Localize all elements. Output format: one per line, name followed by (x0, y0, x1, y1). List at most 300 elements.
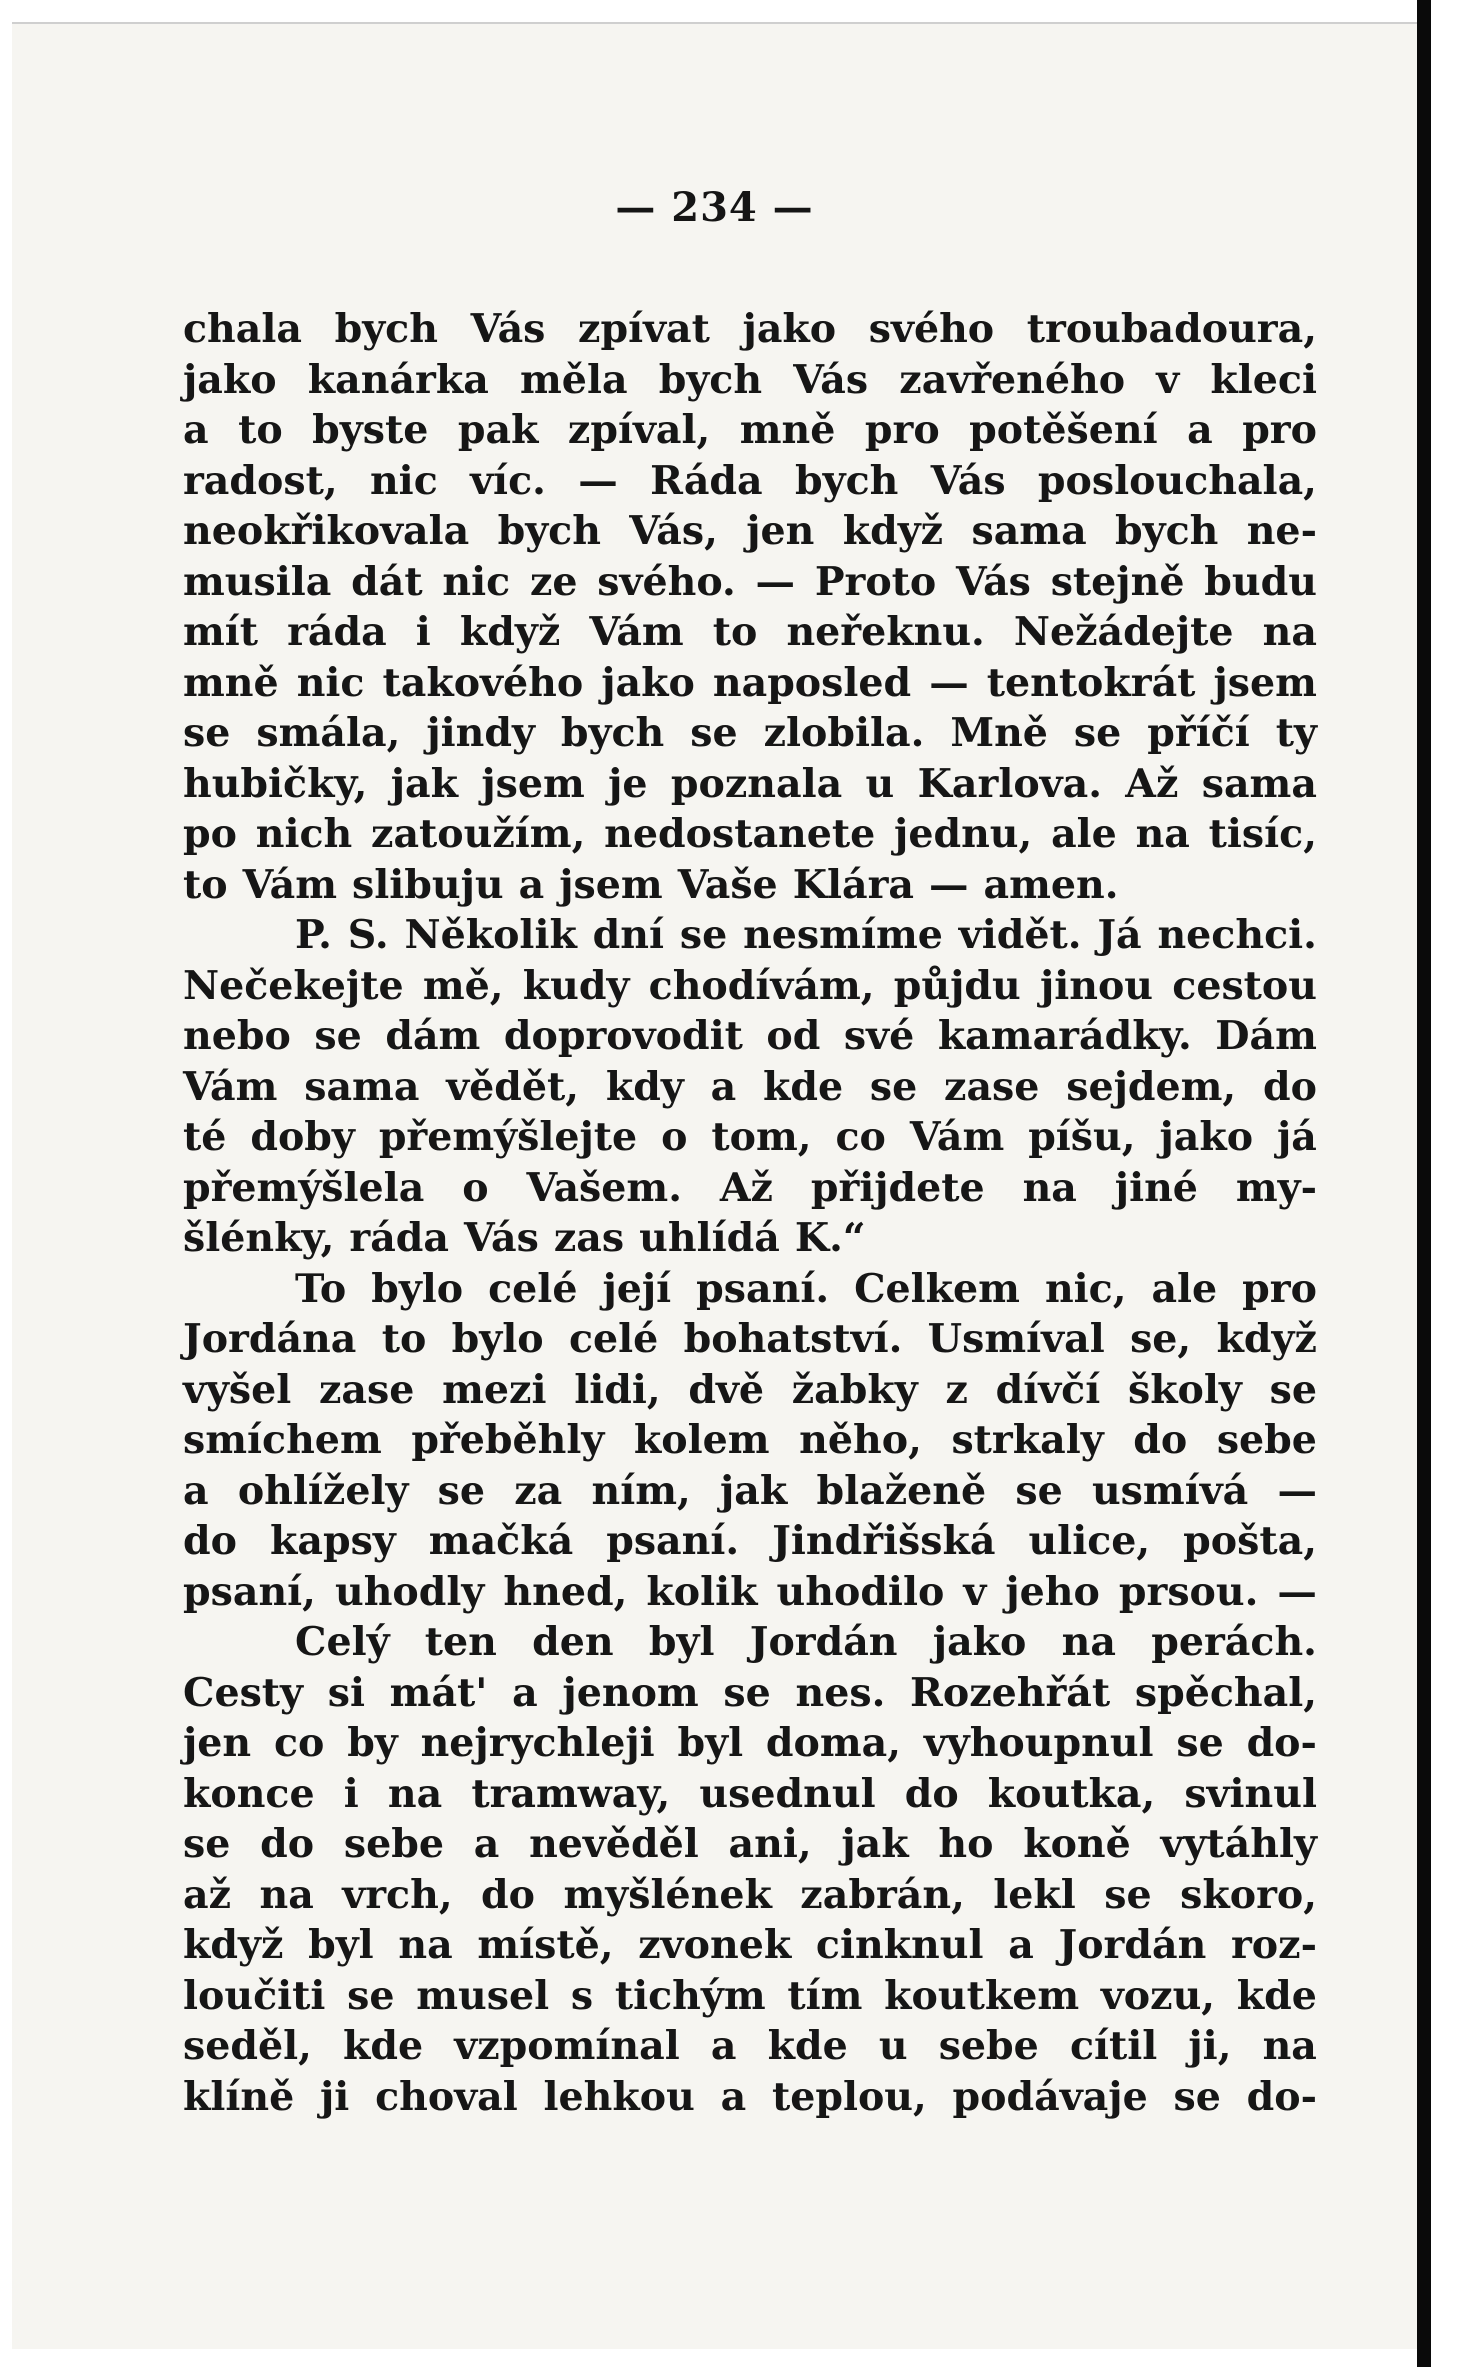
word: od (766, 1013, 821, 1059)
word: dám (385, 1013, 481, 1059)
word: jen (746, 508, 815, 554)
text-line (183, 1870, 1317, 1921)
word: i (415, 609, 431, 655)
word: půjdu (893, 962, 1021, 1009)
text-line (183, 355, 1317, 406)
word: Vás (793, 356, 869, 403)
text-line (183, 1415, 1317, 1466)
word: u (865, 760, 895, 807)
word: perách. (1151, 1619, 1317, 1665)
word: své (843, 1013, 915, 1059)
word: Vás (956, 558, 1031, 605)
word: byste (312, 407, 429, 453)
word: svého. (597, 558, 736, 605)
word: se (1176, 1720, 1224, 1766)
text-line (183, 1769, 1317, 1820)
word: a (710, 1063, 737, 1110)
word: seděl, (183, 2023, 312, 2069)
word: blaženě (816, 1467, 987, 1514)
word: Cesty (183, 1669, 304, 1716)
word: cinknul (815, 1922, 984, 1968)
word: takového (382, 659, 584, 706)
word: se (679, 912, 728, 958)
word: svého (868, 306, 995, 352)
word: a (183, 1467, 209, 1514)
word: zas (553, 1215, 625, 1261)
word: stejně (1050, 558, 1185, 605)
word: se (183, 1821, 231, 1867)
word: teplou, (771, 2073, 927, 2120)
word: bylo (451, 1316, 544, 1362)
word: školy (1127, 1366, 1242, 1413)
text-line (183, 759, 1317, 810)
text-line (183, 2021, 1317, 2072)
word: ho (938, 1821, 994, 1867)
word: Několik (404, 912, 577, 958)
word: celé (568, 1316, 659, 1362)
word: byl (308, 1922, 374, 1968)
word: kde (343, 2023, 424, 2069)
word: její (602, 1265, 672, 1312)
word: bych (560, 710, 665, 756)
word: na (387, 1770, 443, 1817)
word: ji (320, 2073, 350, 2120)
word: když (183, 1922, 284, 1968)
word: nebo (183, 1013, 291, 1059)
word: sama (1201, 760, 1317, 807)
word: byl (648, 1619, 715, 1665)
word: usmívá (1091, 1467, 1249, 1514)
word: mně (183, 659, 279, 706)
word: Jindřišská (772, 1518, 996, 1564)
word: kdy (605, 1063, 684, 1110)
word: na (1135, 811, 1190, 857)
word: Vám (589, 609, 684, 655)
word: uhlídá (639, 1215, 780, 1261)
word: té (183, 1114, 227, 1160)
word: Vašem. (526, 1164, 682, 1211)
word: v (1156, 356, 1180, 403)
word: když (459, 609, 561, 655)
word: jinou (1039, 962, 1154, 1009)
word: Nečekejte (183, 962, 404, 1009)
word: kolem (633, 1417, 770, 1463)
word: jak (390, 760, 458, 807)
word: se (437, 1467, 486, 1514)
word: koutkem (884, 1972, 1080, 2019)
word: prsou. (1118, 1568, 1259, 1615)
word: přijdete (810, 1164, 985, 1211)
word: Vaše (677, 861, 778, 908)
word: sebe (938, 2023, 1039, 2069)
word: dívčí (995, 1366, 1101, 1413)
word: nic, (1044, 1265, 1127, 1312)
word: Vás (930, 457, 1006, 504)
word: se (1015, 1467, 1063, 1514)
word: psaní. (696, 1265, 830, 1312)
word: K.“ (794, 1215, 866, 1261)
word: Celý (295, 1619, 390, 1665)
text-line (183, 557, 1317, 608)
word: vědět, (446, 1063, 580, 1110)
word: píšu, (1028, 1114, 1136, 1160)
text-line (183, 1163, 1317, 1214)
word: ráda (349, 1215, 450, 1261)
word: se (1173, 2073, 1221, 2120)
word: ze (529, 558, 578, 605)
word: budu (1204, 558, 1317, 605)
text-line (183, 1264, 1317, 1315)
word: dát (351, 558, 423, 605)
text-line (183, 1668, 1317, 1719)
word: neřeknu. (786, 609, 985, 655)
text-line (183, 405, 1317, 456)
word: a (1008, 1922, 1034, 1968)
word: Ráda (650, 457, 763, 504)
word: hned, (503, 1568, 628, 1615)
word: o (462, 1164, 489, 1211)
word: a (473, 1821, 500, 1867)
body-text (183, 304, 1317, 2122)
word: já (1277, 1114, 1317, 1160)
word: klíně (183, 2073, 295, 2120)
word: se, (1130, 1316, 1192, 1362)
word: zlobila. (763, 710, 925, 756)
word: nesmíme (743, 912, 943, 958)
word: se (347, 1972, 395, 2019)
text-line (183, 1567, 1317, 1618)
word: ji, (1188, 2023, 1232, 2069)
word: musila (183, 558, 332, 605)
word: na (1262, 609, 1317, 655)
word: nes. (795, 1669, 886, 1716)
word: my- (1235, 1164, 1317, 1211)
word: Vás (470, 306, 546, 352)
word: se (1073, 710, 1122, 756)
text-line (183, 1011, 1317, 1062)
text-line (183, 1718, 1317, 1769)
word: to (381, 1316, 427, 1362)
word: ty (1275, 710, 1317, 756)
word: neokřikovala (183, 508, 470, 554)
word: se (183, 710, 231, 756)
word: sebe (1216, 1417, 1317, 1463)
word: nich (255, 811, 353, 857)
word: bych (1115, 508, 1219, 554)
word: i (343, 1770, 359, 1817)
word: musel (416, 1972, 550, 2019)
word: dvě (688, 1366, 765, 1413)
word: cítil (1069, 2023, 1158, 2069)
word: jako (601, 659, 695, 706)
word: šlénky, (183, 1215, 335, 1261)
word: Až (1125, 760, 1179, 807)
word: mačká (428, 1518, 574, 1564)
page-number: — 234 — (615, 184, 814, 231)
word: Jordán (749, 1619, 898, 1665)
word: smíchem (183, 1417, 382, 1463)
word: to (712, 609, 758, 655)
text-line (183, 506, 1317, 557)
word: měla (520, 356, 628, 403)
word: místě, (477, 1922, 614, 1968)
word: myšlének (563, 1871, 772, 1918)
word: dní (592, 912, 665, 958)
word: skoro, (1180, 1871, 1317, 1918)
text-line (183, 809, 1317, 860)
word: a (512, 1669, 538, 1716)
word: jen (183, 1720, 252, 1766)
word: jako (1159, 1114, 1254, 1160)
word: konce (183, 1770, 315, 1817)
text-line (183, 1920, 1317, 1971)
text-line (183, 860, 1317, 911)
book-spine-edge (1417, 0, 1431, 2367)
word: kde (762, 1063, 844, 1110)
word: a (183, 407, 209, 453)
word: bych (795, 457, 899, 504)
word: vytáhly (1160, 1821, 1317, 1867)
word: kolik (646, 1568, 758, 1615)
word: nejrychleji (420, 1720, 655, 1766)
text-line (183, 1062, 1317, 1113)
word: zpíval, (567, 407, 711, 453)
text-line (183, 456, 1317, 507)
word: bych (497, 508, 601, 554)
word: mít (183, 609, 259, 655)
word: kapsy (269, 1518, 396, 1564)
word: vidět. (958, 912, 1082, 958)
word: radost, (183, 457, 338, 504)
word: a (720, 2073, 747, 2120)
word: přemýšlejte (378, 1114, 638, 1160)
word: se (314, 1013, 362, 1059)
word: choval (375, 2073, 518, 2120)
word: psaní, (183, 1568, 316, 1615)
word: naposled (712, 659, 912, 706)
word: Usmíval (927, 1316, 1105, 1362)
word: — (929, 659, 969, 706)
word: když (842, 508, 944, 554)
word: se (1104, 1871, 1152, 1918)
word: nevěděl (529, 1821, 699, 1867)
word: ale (1051, 811, 1117, 857)
word: usednul (699, 1770, 876, 1817)
word: pro (1242, 1265, 1317, 1312)
word: Celkem (854, 1265, 1020, 1312)
word: podávaje (952, 2073, 1148, 2120)
word: doby (250, 1114, 355, 1160)
text-line (183, 1516, 1317, 1567)
word: Až (719, 1164, 773, 1211)
word: vozu, (1100, 1972, 1216, 2019)
word: chala (183, 306, 302, 352)
word: ráda (287, 609, 387, 655)
word: by (347, 1720, 398, 1766)
word: P. (295, 912, 332, 958)
word: vrch, (342, 1871, 453, 1918)
word: sebe (343, 1821, 444, 1867)
word: ani, (728, 1821, 812, 1867)
word: troubadoura, (1026, 306, 1317, 352)
word: to (238, 407, 283, 453)
word: chodívám, (648, 962, 875, 1009)
text-line (183, 1213, 1317, 1264)
word: jsem (481, 760, 585, 807)
word: za (514, 1467, 563, 1514)
word: tentokrát (986, 659, 1196, 706)
word: potěšení (969, 407, 1158, 453)
word: ulice, (1028, 1518, 1151, 1564)
word: roz- (1231, 1922, 1317, 1968)
word: To (295, 1265, 347, 1312)
word: nic (442, 558, 511, 605)
word: ohlížely (237, 1467, 409, 1514)
word: — (929, 861, 969, 908)
word: ne- (1246, 508, 1317, 554)
word: loučiti (183, 1972, 326, 2019)
word: hubičky, (183, 760, 368, 807)
word: se (1269, 1366, 1317, 1413)
word: tramway, (471, 1770, 671, 1817)
word: o (661, 1114, 688, 1160)
word: Karlova. (917, 760, 1102, 807)
word: pak (457, 407, 539, 453)
word: zase (944, 1063, 1040, 1110)
word: příčí (1147, 710, 1250, 756)
word: kudy (522, 962, 630, 1009)
word: zpívat (578, 306, 710, 352)
word: Nežádejte (1013, 609, 1234, 655)
word: a (1187, 407, 1213, 453)
word: žabky (791, 1366, 918, 1413)
word: doprovodit (503, 1013, 743, 1059)
word: přeběhly (411, 1417, 605, 1463)
word: jeho (1005, 1568, 1100, 1615)
text-line (183, 304, 1317, 355)
word: když (1216, 1316, 1317, 1362)
word: lekl (993, 1871, 1076, 1918)
word: je (608, 760, 648, 807)
word: co (273, 1720, 325, 1766)
word: Vám (242, 861, 338, 908)
word: kamarádky. (937, 1013, 1192, 1059)
word: uhodilo (776, 1568, 945, 1615)
word: do (260, 1821, 315, 1867)
word: bylo (371, 1265, 464, 1312)
word: jako (742, 306, 837, 352)
word: pro (864, 407, 940, 453)
word: to (183, 861, 228, 908)
word: strkaly (951, 1417, 1104, 1463)
word: do (1133, 1417, 1188, 1463)
word: na (1262, 2023, 1317, 2069)
word: jsem (1213, 659, 1317, 706)
text-line (183, 1365, 1317, 1416)
word: nechci. (1157, 912, 1317, 958)
word: do (1262, 1063, 1317, 1110)
text-line (183, 1466, 1317, 1517)
word: svinul (1184, 1770, 1317, 1817)
text-line (183, 607, 1317, 658)
word: zase (319, 1366, 415, 1413)
scan-margin (1431, 0, 1477, 2367)
word: sama (971, 508, 1087, 554)
word: tisíc, (1208, 811, 1317, 857)
word: do (481, 1871, 536, 1918)
word: bych (658, 356, 763, 403)
word: a (710, 2023, 737, 2069)
word: byl (677, 1720, 744, 1766)
text-line (183, 961, 1317, 1012)
word: celé (488, 1265, 578, 1312)
word: do- (1246, 2073, 1317, 2120)
word: kleci (1210, 356, 1317, 403)
word: jsem (559, 861, 663, 908)
word: amen. (983, 861, 1119, 908)
text-line (183, 658, 1317, 709)
word: kanárka (307, 356, 489, 403)
word: lehkou (543, 2073, 695, 2120)
word: víc. (470, 457, 546, 504)
word: Rozehřát (910, 1669, 1111, 1716)
word: nic (369, 457, 438, 504)
word: Jordána (183, 1316, 357, 1362)
text-line (183, 708, 1317, 759)
word: Klára (792, 861, 915, 908)
word: sejdem, (1066, 1063, 1237, 1110)
word: jako (183, 356, 277, 403)
word: mezi (442, 1366, 547, 1413)
word: den (532, 1619, 614, 1665)
word: doma, (765, 1720, 901, 1766)
word: se (690, 710, 738, 756)
word: Mně (950, 710, 1048, 756)
word: na (1022, 1164, 1077, 1211)
word: Jordán (1058, 1922, 1207, 1968)
word: lidi, (574, 1366, 661, 1413)
word: do- (1246, 1720, 1317, 1766)
text-line (183, 2072, 1317, 2123)
word: kde (767, 2023, 848, 2069)
word: — (755, 558, 796, 605)
word: po (183, 811, 237, 857)
word: vzpomínal (454, 2023, 680, 2069)
word: smála, (256, 710, 401, 756)
word: Proto (814, 558, 937, 605)
word: koně (1023, 1821, 1131, 1867)
word: zavřeného (899, 356, 1126, 403)
word: jenom (562, 1669, 699, 1716)
word: zatoužím, (371, 811, 586, 857)
word: z (945, 1366, 968, 1413)
word: bych (334, 306, 438, 352)
word: se (723, 1669, 771, 1716)
word: Dám (1215, 1013, 1317, 1059)
word: — (1277, 1467, 1317, 1514)
word: u (878, 2023, 908, 2069)
word: ten (424, 1619, 497, 1665)
word: něho, (799, 1417, 922, 1463)
word: S. (347, 912, 389, 958)
word: tom, (711, 1114, 812, 1160)
word: pro (1242, 407, 1317, 453)
word: psaní. (606, 1518, 740, 1564)
text-line (183, 1971, 1317, 2022)
word: poznala (670, 760, 843, 807)
word: mně (739, 407, 836, 453)
word: jindy (426, 710, 535, 756)
